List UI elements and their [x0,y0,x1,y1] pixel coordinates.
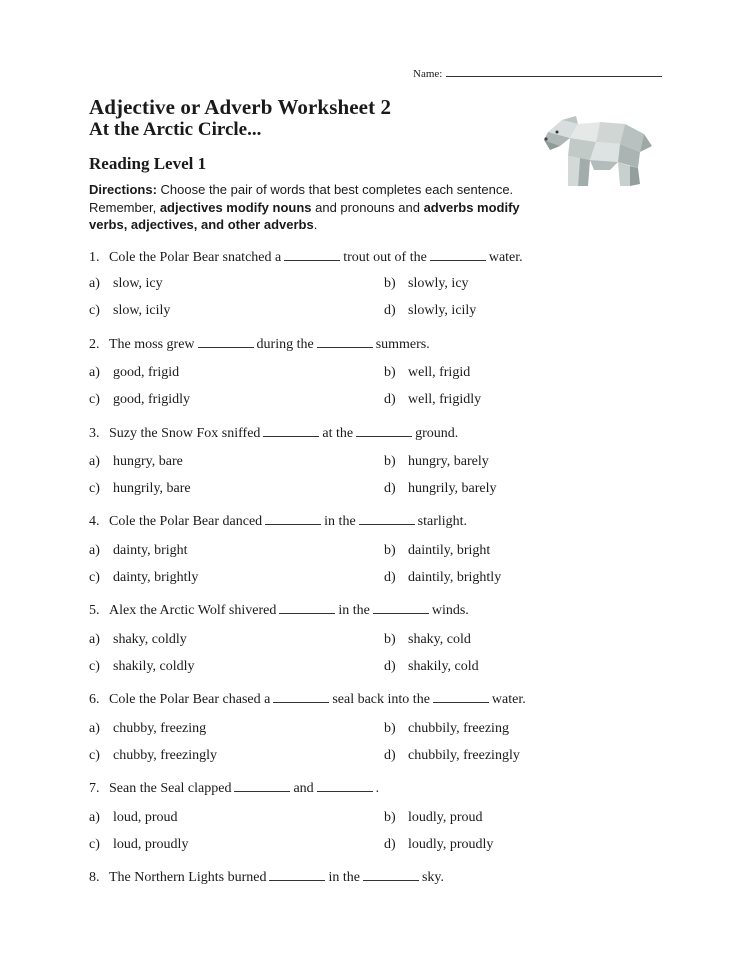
option-7b[interactable]: b) loudly, proud [384,810,483,825]
question-3: 3. Suzy the Snow Fox sniffed at the ground. [89,426,459,441]
question-1: 1. Cole the Polar Bear snatched a trout out of the water. [89,250,523,265]
option-1a[interactable]: a) slow, icy [89,276,163,291]
option-2b[interactable]: b) well, frigid [384,365,471,380]
answer-blank[interactable] [269,870,325,881]
answer-blank[interactable] [430,250,486,261]
directions-label: Directions: [89,182,157,197]
option-5a[interactable]: a) shaky, coldly [89,632,187,647]
answer-blank[interactable] [373,603,429,614]
option-1c[interactable]: c) slow, icily [89,303,171,318]
worksheet-subtitle: At the Arctic Circle... [89,119,262,140]
reading-level: Reading Level 1 [89,154,207,173]
answer-blank[interactable] [317,337,373,348]
question-6: 6. Cole the Polar Bear chased a seal back into the water. [89,692,526,707]
option-6d[interactable]: d) chubbily, freezingly [384,748,520,763]
option-3a[interactable]: a) hungry, bare [89,454,183,469]
option-5d[interactable]: d) shakily, cold [384,659,479,674]
question-4: 4. Cole the Polar Bear danced in the starlight. [89,514,468,529]
worksheet-title: Adjective or Adverb Worksheet 2 [89,95,392,119]
option-4a[interactable]: a) dainty, bright [89,543,188,558]
answer-blank[interactable] [363,870,419,881]
answer-blank[interactable] [317,781,373,792]
question-7: 7. Sean the Seal clapped and . [89,781,380,796]
answer-blank[interactable] [284,250,340,261]
answer-blank[interactable] [234,781,290,792]
option-3d[interactable]: d) hungrily, barely [384,481,497,496]
option-3b[interactable]: b) hungry, barely [384,454,489,469]
name-field[interactable] [413,66,662,80]
answer-blank[interactable] [263,426,319,437]
option-4b[interactable]: b) daintily, bright [384,543,491,558]
answer-blank[interactable] [359,514,415,525]
question-5: 5. Alex the Arctic Wolf shivered in the winds. [89,603,469,618]
option-6b[interactable]: b) chubbily, freezing [384,721,509,736]
option-6a[interactable]: a) chubby, freezing [89,721,207,736]
option-2c[interactable]: c) good, frigidly [89,392,190,407]
option-6c[interactable]: c) chubby, freezingly [89,748,218,763]
answer-blank[interactable] [356,426,412,437]
option-7a[interactable]: a) loud, proud [89,810,178,825]
question-8: 8. The Northern Lights burned in the sky. [89,870,445,885]
option-2a[interactable]: a) good, frigid [89,365,180,380]
answer-blank[interactable] [273,692,329,703]
answer-blank[interactable] [279,603,335,614]
directions: Directions: Choose the pair of words that best completes each sentence. Remember, adjectives modify nouns and pronouns and adverbs modify verbs, adjectives, and other adverbs. [89,182,520,232]
option-5c[interactable]: c) shakily, coldly [89,659,195,674]
option-4d[interactable]: d) daintily, brightly [384,570,502,585]
polar-bear-icon [540,112,655,192]
option-7c[interactable]: c) loud, proudly [89,837,189,852]
option-3c[interactable]: c) hungrily, bare [89,481,191,496]
answer-blank[interactable] [198,337,254,348]
answer-blank[interactable] [433,692,489,703]
question-2: 2. The moss grew during the summers. [89,337,430,352]
option-2d[interactable]: d) well, frigidly [384,392,482,407]
option-1b[interactable]: b) slowly, icy [384,276,469,291]
name-label: Name: [413,68,443,80]
option-7d[interactable]: d) loudly, proudly [384,837,494,852]
option-1d[interactable]: d) slowly, icily [384,303,477,318]
option-4c[interactable]: c) dainty, brightly [89,570,199,585]
name-blank[interactable] [446,66,662,77]
option-5b[interactable]: b) shaky, cold [384,632,471,647]
answer-blank[interactable] [265,514,321,525]
